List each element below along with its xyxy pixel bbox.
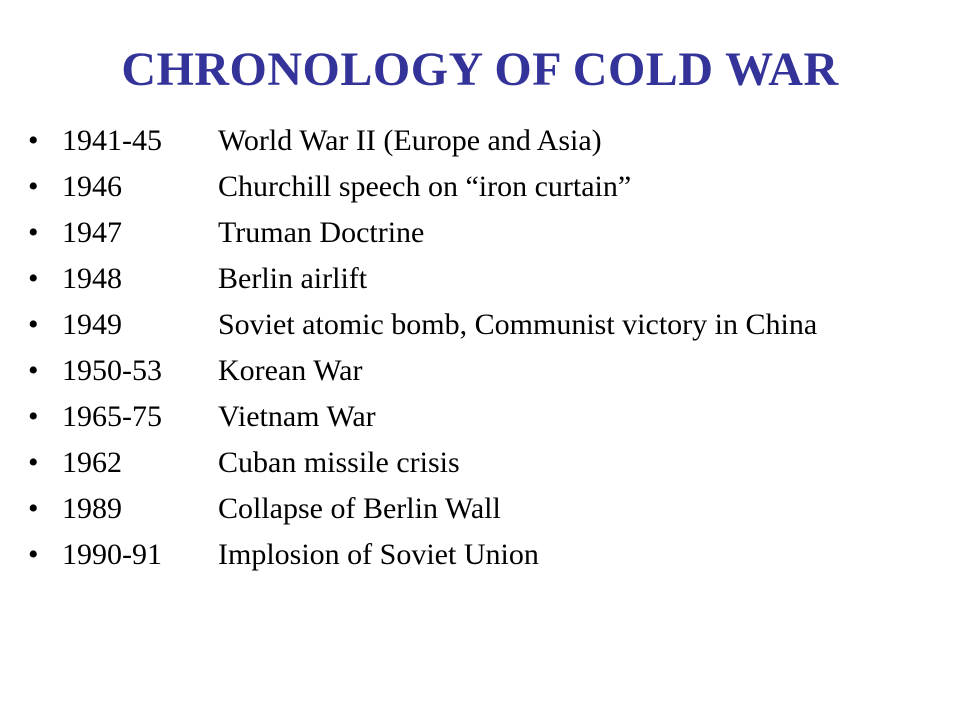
item-event: World War II (Europe and Asia) [218, 124, 602, 157]
list-item [28, 354, 908, 388]
list-item [28, 400, 908, 434]
list-item [28, 492, 908, 526]
item-year: 1962 [62, 446, 122, 479]
bullet-icon: • [28, 446, 39, 479]
item-event: Korean War [218, 354, 363, 387]
bullet-icon: • [28, 492, 39, 525]
slide-title: CHRONOLOGY OF COLD WAR [121, 43, 839, 96]
bullet-icon: • [28, 262, 39, 295]
item-event: Collapse of Berlin Wall [218, 492, 501, 525]
list-item [28, 124, 908, 158]
list-item [28, 446, 908, 480]
item-year: 1948 [62, 262, 122, 295]
item-event: Truman Doctrine [218, 216, 425, 249]
item-year: 1946 [62, 170, 122, 203]
bullet-icon: • [28, 124, 39, 157]
list-item [28, 538, 908, 572]
item-event: Berlin airlift [218, 262, 368, 295]
bullet-icon: • [28, 170, 39, 203]
bullet-icon: • [28, 354, 39, 387]
bullet-icon: • [28, 538, 39, 571]
list-item [28, 308, 908, 342]
item-year: 1949 [62, 308, 122, 341]
item-event: Churchill speech on “iron curtain” [218, 170, 632, 203]
list-item [28, 262, 908, 296]
item-year: 1941-45 [62, 124, 162, 157]
item-year: 1947 [62, 216, 122, 249]
item-event: Soviet atomic bomb, Communist victory in China [218, 308, 818, 341]
bullet-icon: • [28, 216, 39, 249]
chronology-list [28, 124, 908, 584]
item-event: Implosion of Soviet Union [218, 538, 539, 571]
bullet-icon: • [28, 400, 39, 433]
item-event: Cuban missile crisis [218, 446, 460, 479]
item-event: Vietnam War [218, 400, 376, 433]
item-year: 1989 [62, 492, 122, 525]
bullet-icon: • [28, 308, 39, 341]
item-year: 1990-91 [62, 538, 162, 571]
item-year: 1950-53 [62, 354, 162, 387]
list-item [28, 170, 908, 204]
list-item [28, 216, 908, 250]
item-year: 1965-75 [62, 400, 162, 433]
